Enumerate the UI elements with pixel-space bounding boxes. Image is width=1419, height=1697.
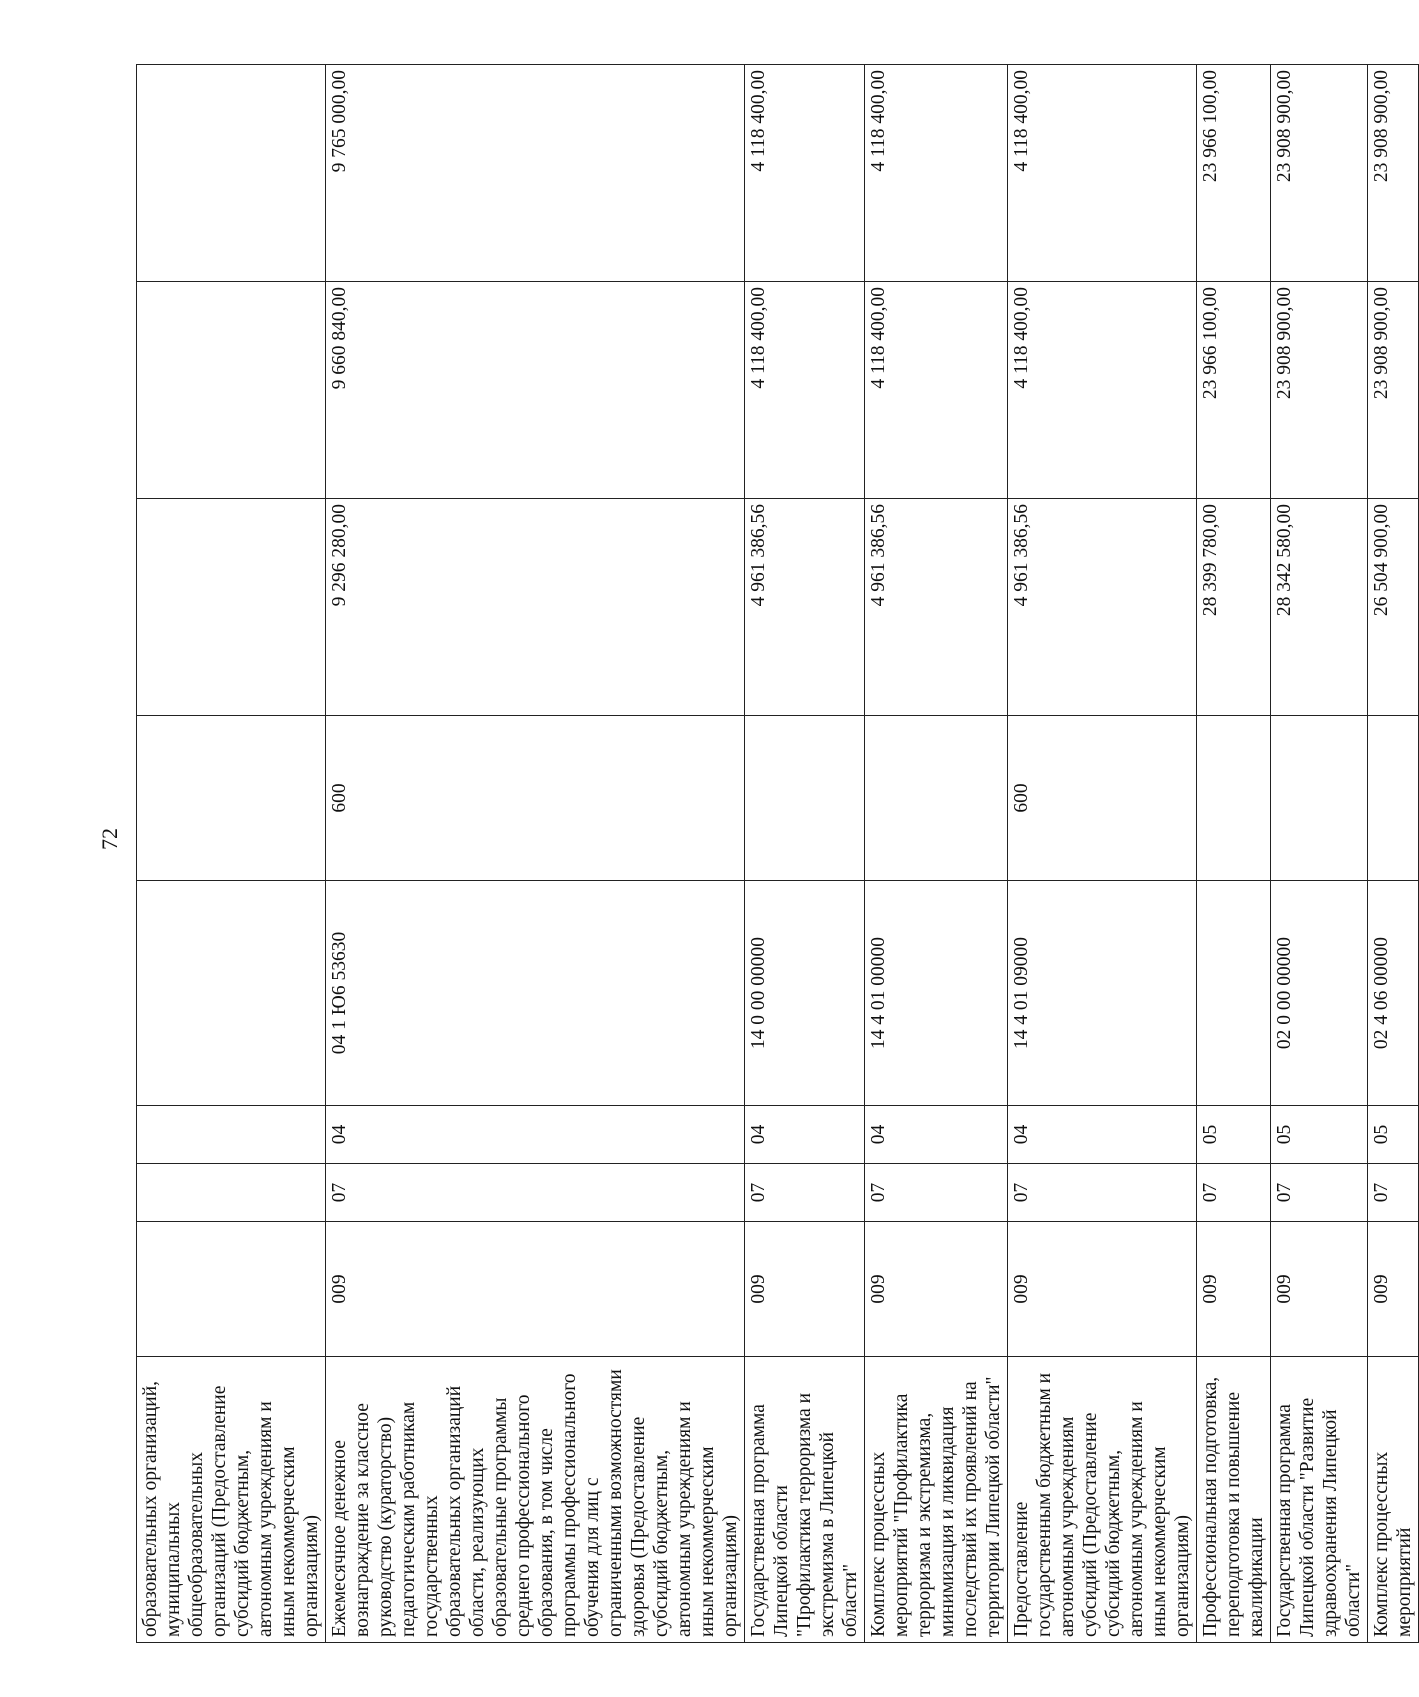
cell-y2: 4 118 400,00 — [745, 282, 865, 499]
cell-ved: 009 — [1271, 1222, 1368, 1357]
cell-y2 — [137, 282, 326, 499]
cell-pr: 04 — [1008, 1106, 1197, 1164]
cell-vr: 600 — [1008, 716, 1197, 881]
cell-rz: 07 — [1368, 1164, 1419, 1222]
cell-csr: 02 4 06 00000 — [1368, 881, 1419, 1106]
cell-name: Профессиональная подготовка, переподготовка и повышение квалификации — [1197, 1357, 1271, 1643]
cell-y2: 23 908 900,00 — [1368, 282, 1419, 499]
cell-rz: 07 — [745, 1164, 865, 1222]
cell-y1: 4 961 386,56 — [745, 499, 865, 716]
cell-csr: 14 4 01 09000 — [1008, 881, 1197, 1106]
table-row — [745, 65, 865, 1643]
cell-y3: 4 118 400,00 — [865, 65, 1008, 282]
cell-ved: 009 — [1197, 1222, 1271, 1357]
cell-name: образовательных организаций, муниципальных общеобразовательных организаций (Предоставление субсидий бюджетным, автономным учреждениям и иным некоммерческим организациям) — [137, 1357, 326, 1643]
cell-pr: 05 — [1271, 1106, 1368, 1164]
cell-rz: 07 — [865, 1164, 1008, 1222]
cell-ved: 009 — [1008, 1222, 1197, 1357]
cell-csr: 04 1 Ю6 53630 — [326, 881, 745, 1106]
cell-y2: 4 118 400,00 — [865, 282, 1008, 499]
cell-y3 — [137, 65, 326, 282]
cell-vr — [137, 716, 326, 881]
cell-pr: 04 — [745, 1106, 865, 1164]
cell-vr — [1368, 716, 1419, 881]
cell-ved — [137, 1222, 326, 1357]
table-row — [326, 65, 745, 1643]
cell-pr — [137, 1106, 326, 1164]
cell-ved: 009 — [326, 1222, 745, 1357]
cell-pr: 04 — [865, 1106, 1008, 1164]
cell-csr: 14 0 00 00000 — [745, 881, 865, 1106]
cell-y3: 4 118 400,00 — [1008, 65, 1197, 282]
table-row — [865, 65, 1008, 1643]
cell-y3: 23 966 100,00 — [1197, 65, 1271, 282]
cell-csr — [1197, 881, 1271, 1106]
cell-name: Ежемесячное денежное вознаграждение за классное руководство (кураторство) педагогическим работникам государственных образовательных организаций области, реализующих образовательные программы среднего профессионального образования, в том числе программы профессионального обучения для лиц с ограниченными возможностями здоровья (Предоставление субсидий бюджетным, автономным учреждениям и иным некоммерческим организациям) — [326, 1357, 745, 1643]
cell-ved: 009 — [745, 1222, 865, 1357]
cell-y1: 4 961 386,56 — [865, 499, 1008, 716]
cell-y2: 9 660 840,00 — [326, 282, 745, 499]
cell-y1: 28 342 580,00 — [1271, 499, 1368, 716]
cell-vr — [1271, 716, 1368, 881]
table-row — [1197, 65, 1271, 1643]
cell-csr: 14 4 01 00000 — [865, 881, 1008, 1106]
cell-pr: 04 — [326, 1106, 745, 1164]
cell-name: Комплекс процессных мероприятий — [1368, 1357, 1419, 1643]
budget-table — [136, 64, 1419, 1643]
cell-y1: 26 504 900,00 — [1368, 499, 1419, 716]
cell-vr — [1197, 716, 1271, 881]
table-row — [137, 65, 326, 1643]
cell-rz: 07 — [1008, 1164, 1197, 1222]
cell-y1: 9 296 280,00 — [326, 499, 745, 716]
cell-pr: 05 — [1197, 1106, 1271, 1164]
cell-y3: 4 118 400,00 — [745, 65, 865, 282]
cell-name: Государственная программа Липецкой области "Профилактика терроризма и экстремизма в Липецкой области" — [745, 1357, 865, 1643]
table-row — [1368, 65, 1419, 1643]
cell-rz — [137, 1164, 326, 1222]
table-row — [1271, 65, 1368, 1643]
cell-rz: 07 — [1197, 1164, 1271, 1222]
cell-y2: 23 908 900,00 — [1271, 282, 1368, 499]
cell-pr: 05 — [1368, 1106, 1419, 1164]
cell-name: Государственная программа Липецкой области "Развитие здравоохранения Липецкой области" — [1271, 1357, 1368, 1643]
cell-csr — [137, 881, 326, 1106]
cell-y2: 4 118 400,00 — [1008, 282, 1197, 499]
table-body — [137, 65, 1419, 1643]
cell-y3: 23 908 900,00 — [1368, 65, 1419, 282]
rotated-table-container — [136, 65, 1415, 1643]
cell-y1: 28 399 780,00 — [1197, 499, 1271, 716]
cell-vr — [745, 716, 865, 881]
page-number: 72 — [97, 828, 122, 850]
cell-vr: 600 — [326, 716, 745, 881]
cell-csr: 02 0 00 00000 — [1271, 881, 1368, 1106]
cell-ved: 009 — [1368, 1222, 1419, 1357]
cell-rz: 07 — [1271, 1164, 1368, 1222]
cell-name: Предоставление государственным бюджетным и автономным учреждениям субсидий (Предоставление субсидий бюджетным, автономным учреждениям и иным некоммерческим организациям) — [1008, 1357, 1197, 1643]
cell-rz: 07 — [326, 1164, 745, 1222]
cell-ved: 009 — [865, 1222, 1008, 1357]
cell-y1 — [137, 499, 326, 716]
cell-y3: 23 908 900,00 — [1271, 65, 1368, 282]
cell-y1: 4 961 386,56 — [1008, 499, 1197, 716]
cell-y3: 9 765 000,00 — [326, 65, 745, 282]
cell-vr — [865, 716, 1008, 881]
cell-name: Комплекс процессных мероприятий "Профилактика терроризма и экстремизма, минимизация и ликвидация последствий их проявлений на территории Липецкой области" — [865, 1357, 1008, 1643]
table-row — [1008, 65, 1197, 1643]
cell-y2: 23 966 100,00 — [1197, 282, 1271, 499]
